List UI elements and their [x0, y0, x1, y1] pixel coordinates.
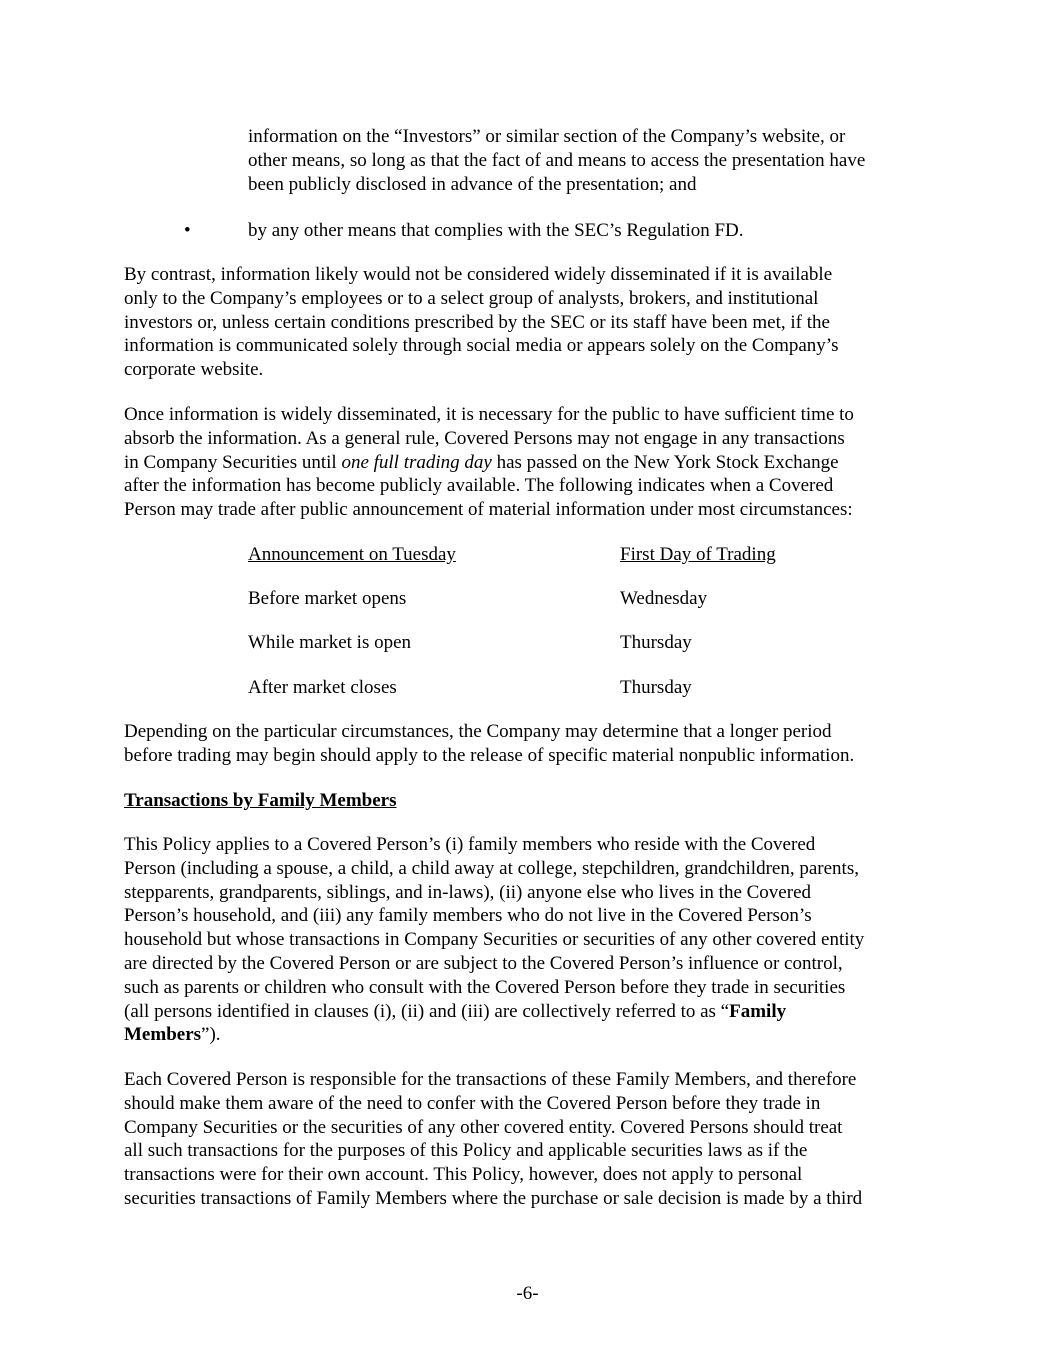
text-line: only to the Company’s employees or to a select group of analysts, brokers, and institutional: [124, 287, 819, 309]
text-line: transactions were for their own account. This Policy, however, does not apply to personal: [124, 1164, 803, 1186]
table-row: [248, 587, 948, 611]
text-line: all such transactions for the purposes of this Policy and applicable securities laws as if the: [124, 1140, 808, 1162]
text-span: ”).: [201, 1024, 221, 1046]
cell-first-day: Thursday: [620, 677, 692, 698]
cell-announcement: While market is open: [248, 632, 412, 653]
text-line: household but whose transactions in Company Securities or securities of any other covered entity: [124, 929, 865, 951]
text-line: corporate website.: [124, 359, 264, 381]
text-line: Each Covered Person is responsible for the transactions of these Family Members, and therefore: [124, 1069, 857, 1090]
paragraph-once: [124, 403, 936, 522]
page-number: -6-: [516, 1283, 539, 1304]
text-line: Person (including a spouse, a child, a child away at college, stepchildren, grandchildren, parents,: [124, 857, 859, 879]
text-line: Company Securities or the securities of any other covered entity. Covered Persons should treat: [124, 1116, 843, 1138]
table-header-row: [248, 543, 948, 567]
defined-term: Members: [124, 1024, 202, 1046]
text-line: Depending on the particular circumstances, the Company may determine that a longer period: [124, 721, 832, 742]
emphasis-one-full-trading-day: one full trading day: [341, 451, 492, 473]
text-line: [124, 451, 936, 475]
bullet-continuation: [248, 125, 938, 196]
cell-announcement: Before market opens: [248, 588, 407, 609]
text-span: has passed on the New York Stock Exchange: [491, 451, 839, 473]
cell-first-day: Wednesday: [620, 588, 708, 609]
header-first-day: First Day of Trading: [620, 544, 776, 565]
text-line: information on the “Investors” or similar section of the Company’s website, or: [248, 126, 846, 147]
text-line: Person’s household, and (iii) any family members who do not live in the Covered Person’s: [124, 905, 812, 927]
table-row: [248, 631, 948, 655]
text-line: securities transactions of Family Members where the purchase or sale decision is made by a third: [124, 1187, 863, 1209]
text-line: By contrast, information likely would not be considered widely disseminated if it is available: [124, 264, 833, 285]
paragraph-contrast: [124, 263, 936, 382]
text-line: This Policy applies to a Covered Person’s (i) family members who reside with the Covered: [124, 834, 816, 855]
text-line: information is communicated solely through social media or appears solely on the Company’s: [124, 335, 839, 357]
text-line: Once information is widely disseminated, it is necessary for the public to have sufficient time to: [124, 404, 854, 425]
text-line: stepparents, grandparents, siblings, and in-laws), (ii) anyone else who lives in the Covered: [124, 881, 811, 903]
text-line: such as parents or children who consult with the Covered Person before they trade in securities: [124, 976, 846, 998]
text-line: [124, 1000, 936, 1024]
paragraph-applies: [124, 833, 936, 1047]
text-line: been publicly disclosed in advance of the presentation; and: [248, 173, 697, 195]
text-line: absorb the information. As a general rule, Covered Persons may not engage in any transactions: [124, 427, 845, 449]
bullet-item: by any other means that complies with the SEC’s Regulation FD.: [248, 220, 744, 241]
paragraph-each: [124, 1068, 936, 1211]
table-row: [248, 676, 948, 700]
text-line: other means, so long as that the fact of and means to access the presentation have: [248, 149, 866, 171]
text-line: are directed by the Covered Person or are subject to the Covered Person’s influence or control,: [124, 952, 843, 974]
header-announcement: Announcement on Tuesday: [248, 544, 456, 565]
text-line: before trading may begin should apply to the release of specific material nonpublic information.: [124, 744, 855, 766]
cell-first-day: Thursday: [620, 632, 692, 653]
bullet-marker: •: [184, 220, 191, 241]
text-span: in Company Securities until: [124, 451, 342, 473]
section-heading: Transactions by Family Members: [124, 790, 397, 811]
defined-term: Family: [729, 1000, 787, 1022]
text-span: (all persons identified in clauses (i), (ii) and (iii) are collectively referred to as “: [124, 1000, 730, 1022]
text-line: Person may trade after public announcement of material information under most circumstances:: [124, 499, 853, 521]
text-line: [124, 1023, 936, 1047]
text-line: after the information has become publicly available. The following indicates when a Covered: [124, 475, 834, 497]
paragraph-depending: [124, 720, 936, 768]
text-line: should make them aware of the need to confer with the Covered Person before they trade in: [124, 1092, 821, 1114]
cell-announcement: After market closes: [248, 677, 397, 698]
text-line: investors or, unless certain conditions prescribed by the SEC or its staff have been met, if the: [124, 311, 830, 333]
